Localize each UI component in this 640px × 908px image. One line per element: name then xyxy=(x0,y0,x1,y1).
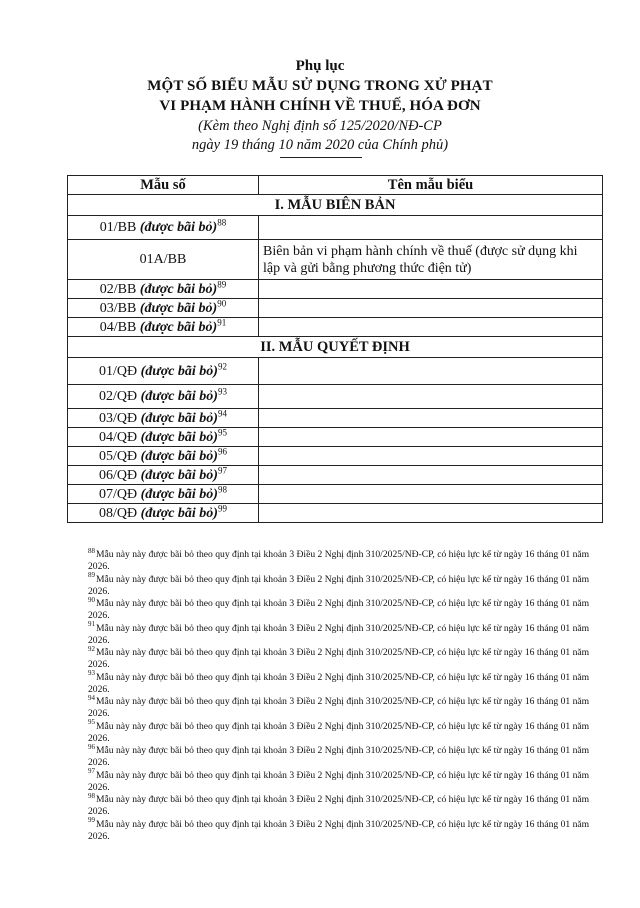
footnote xyxy=(88,816,598,843)
form-code: 03/QĐ xyxy=(99,410,138,426)
table-row xyxy=(68,447,603,466)
footnote-number: 99 xyxy=(88,816,95,825)
table-row xyxy=(68,428,603,447)
footnote-text: Mẫu này này được bãi bỏ theo quy định tại khoản 3 Điều 2 Nghị định 310/2025/NĐ-CP, có hiệu lực kể từ ngày 16 tháng 01 năm 2026. xyxy=(88,794,590,817)
footnote-number: 92 xyxy=(88,644,95,653)
form-code-cell xyxy=(68,216,259,240)
footnote xyxy=(88,669,598,696)
footnote-text: Mẫu này này được bãi bỏ theo quy định tại khoản 3 Điều 2 Nghị định 310/2025/NĐ-CP, có hiệu lực kể từ ngày 16 tháng 01 năm 2026. xyxy=(88,818,590,842)
form-code: 02/QĐ xyxy=(99,389,138,404)
form-name-cell: Biên bản vi phạm hành chính về thuế (được sử dụng khi lập và gửi bằng phương thức điện tử) xyxy=(259,240,603,280)
form-code: 01A/BB xyxy=(139,252,187,267)
table-row xyxy=(68,318,603,337)
table-row xyxy=(68,485,603,504)
footnote-ref[interactable]: 91 xyxy=(217,316,227,327)
footnote-number: 98 xyxy=(88,791,95,800)
form-code: 04/QĐ xyxy=(99,429,138,445)
footnote-number: 94 xyxy=(88,693,95,702)
form-name-cell xyxy=(259,466,603,485)
table-row xyxy=(68,504,603,523)
footnote-text: Mẫu này này được bãi bỏ theo quy định tại khoản 3 Điều 2 Nghị định 310/2025/NĐ-CP, có hiệu lực kể từ ngày 16 tháng 01 năm 2026. xyxy=(88,549,590,572)
repealed-note: (được bãi bỏ) xyxy=(139,281,218,297)
footnote-ref[interactable]: 88 xyxy=(217,217,227,228)
form-code-cell xyxy=(68,318,259,337)
form-code: 02/BB xyxy=(99,281,137,297)
subtitle-line-1: (Kèm theo Nghị định số 125/2020/NĐ-CP xyxy=(198,118,442,134)
repealed-note: (được bãi bỏ) xyxy=(139,300,218,316)
table-row xyxy=(68,409,603,428)
table-row xyxy=(68,385,603,409)
form-code-cell xyxy=(68,504,259,523)
footnotes xyxy=(88,546,598,843)
form-code: 05/QĐ xyxy=(99,448,138,464)
forms-table xyxy=(67,175,603,523)
section-title: II. MẪU QUYẾT ĐỊNH xyxy=(68,337,603,358)
subtitle-line-2: ngày 19 tháng 10 năm 2020 của Chính phủ) xyxy=(191,137,449,153)
footnote-number: 90 xyxy=(88,595,95,604)
form-code: 01/BB xyxy=(99,220,137,235)
table-header-row xyxy=(68,176,603,195)
footnote xyxy=(88,693,598,720)
repealed-note: (được bãi bỏ) xyxy=(140,505,218,521)
form-code: 08/QĐ xyxy=(99,505,138,521)
footnote-ref[interactable]: 99 xyxy=(217,502,227,513)
repealed-note: (được bãi bỏ) xyxy=(139,220,218,235)
repealed-note: (được bãi bỏ) xyxy=(140,363,218,379)
form-name-cell xyxy=(259,280,603,299)
footnote-ref[interactable]: 95 xyxy=(217,426,227,437)
footnote-ref[interactable]: 90 xyxy=(217,297,227,308)
table-row xyxy=(68,358,603,385)
form-code-cell xyxy=(68,466,259,485)
form-name-cell xyxy=(259,409,603,428)
footnote-text: Mẫu này này được bãi bỏ theo quy định tại khoản 3 Điều 2 Nghị định 310/2025/NĐ-CP, có hiệu lực kể từ ngày 16 tháng 01 năm 2026. xyxy=(88,720,590,744)
footnote-ref[interactable]: 94 xyxy=(217,407,227,418)
table-row xyxy=(68,280,603,299)
form-code: 04/BB xyxy=(99,319,137,335)
footnote xyxy=(88,718,598,745)
section-title: I. MẪU BIÊN BẢN xyxy=(68,195,603,216)
repealed-note: (được bãi bỏ) xyxy=(140,429,218,445)
footnote-text: Mẫu này này được bãi bỏ theo quy định tại khoản 3 Điều 2 Nghị định 310/2025/NĐ-CP, có hiệu lực kể từ ngày 16 tháng 01 năm 2026. xyxy=(88,598,590,621)
footnote-number: 97 xyxy=(88,767,95,776)
footnote xyxy=(88,595,598,622)
form-code-cell xyxy=(68,358,259,385)
form-code-cell xyxy=(68,280,259,299)
footnote-text: Mẫu này này được bãi bỏ theo quy định tại khoản 3 Điều 2 Nghị định 310/2025/NĐ-CP, có hiệu lực kể từ ngày 16 tháng 01 năm 2026. xyxy=(88,671,590,695)
footnote-number: 95 xyxy=(88,718,95,727)
repealed-note: (được bãi bỏ) xyxy=(140,467,218,483)
form-name-cell xyxy=(259,318,603,337)
form-name-cell xyxy=(259,485,603,504)
footnote-text: Mẫu này này được bãi bỏ theo quy định tại khoản 3 Điều 2 Nghị định 310/2025/NĐ-CP, có hiệu lực kể từ ngày 16 tháng 01 năm 2026. xyxy=(88,647,590,670)
table-body xyxy=(68,195,603,523)
footnote-ref[interactable]: 92 xyxy=(217,360,227,371)
form-code-cell xyxy=(68,485,259,504)
form-code: 06/QĐ xyxy=(99,467,138,483)
appendix-label: Phụ lục xyxy=(295,58,345,74)
form-name-cell xyxy=(259,504,603,523)
footnote-text: Mẫu này này được bãi bỏ theo quy định tại khoản 3 Điều 2 Nghị định 310/2025/NĐ-CP, có hiệu lực kể từ ngày 16 tháng 01 năm 2026. xyxy=(88,696,590,719)
footnote-ref[interactable]: 97 xyxy=(217,464,227,475)
repealed-note: (được bãi bỏ) xyxy=(140,486,218,502)
form-code: 03/BB xyxy=(99,300,137,316)
footnote-number: 89 xyxy=(88,571,95,580)
footnote-text: Mẫu này này được bãi bỏ theo quy định tại khoản 3 Điều 2 Nghị định 310/2025/NĐ-CP, có hiệu lực kể từ ngày 16 tháng 01 năm 2026. xyxy=(88,745,590,768)
section-row xyxy=(68,337,603,358)
table-row xyxy=(68,299,603,318)
footnote-ref[interactable]: 98 xyxy=(217,483,227,494)
form-code-cell xyxy=(68,299,259,318)
table-row xyxy=(68,216,603,240)
table-row xyxy=(68,466,603,485)
footnote-ref[interactable]: 89 xyxy=(217,278,227,289)
footnote xyxy=(88,742,598,769)
form-code-cell xyxy=(68,385,259,409)
footnote-number: 96 xyxy=(88,742,95,751)
form-code-cell xyxy=(68,428,259,447)
form-name-cell xyxy=(259,385,603,409)
footnote-text: Mẫu này này được bãi bỏ theo quy định tại khoản 3 Điều 2 Nghị định 310/2025/NĐ-CP, có hiệu lực kể từ ngày 16 tháng 01 năm 2026. xyxy=(88,769,590,793)
repealed-note: (được bãi bỏ) xyxy=(140,448,218,464)
table-row xyxy=(68,240,603,280)
footnote-ref[interactable]: 96 xyxy=(217,445,227,456)
column-header-name: Tên mẫu biểu xyxy=(259,176,603,195)
form-name-cell xyxy=(259,216,603,240)
title-divider xyxy=(280,157,362,158)
form-code-cell xyxy=(68,240,259,280)
footnote-number: 88 xyxy=(88,546,95,555)
form-code: 07/QĐ xyxy=(99,486,138,502)
footnote-number: 91 xyxy=(88,620,95,629)
form-code-cell xyxy=(68,447,259,466)
section-row xyxy=(68,195,603,216)
footnote xyxy=(88,644,598,671)
footnote xyxy=(88,546,598,573)
column-header-code: Mẫu số xyxy=(68,176,259,195)
form-name-cell xyxy=(259,299,603,318)
document-title-line-2: VI PHẠM HÀNH CHÍNH VỀ THUẾ, HÓA ĐƠN xyxy=(159,98,481,114)
form-name-cell xyxy=(259,447,603,466)
footnote xyxy=(88,767,598,794)
footnote xyxy=(88,571,598,598)
footnote xyxy=(88,620,598,647)
footnote-number: 93 xyxy=(88,669,95,678)
form-code: 01/QĐ xyxy=(99,363,138,379)
form-code-cell xyxy=(68,409,259,428)
footnote-ref[interactable]: 93 xyxy=(217,386,227,397)
footnote-text: Mẫu này này được bãi bỏ theo quy định tại khoản 3 Điều 2 Nghị định 310/2025/NĐ-CP, có hiệu lực kể từ ngày 16 tháng 01 năm 2026. xyxy=(88,622,590,646)
repealed-note: (được bãi bỏ) xyxy=(140,410,218,426)
form-name-cell xyxy=(259,358,603,385)
form-name-cell xyxy=(259,428,603,447)
repealed-note: (được bãi bỏ) xyxy=(139,319,218,335)
document-title-line-1: MỘT SỐ BIỂU MẪU SỬ DỤNG TRONG XỬ PHẠT xyxy=(147,78,493,94)
footnote-text: Mẫu này này được bãi bỏ theo quy định tại khoản 3 Điều 2 Nghị định 310/2025/NĐ-CP, có hiệu lực kể từ ngày 16 tháng 01 năm 2026. xyxy=(88,573,590,597)
footnote xyxy=(88,791,598,818)
repealed-note: (được bãi bỏ) xyxy=(140,389,218,404)
